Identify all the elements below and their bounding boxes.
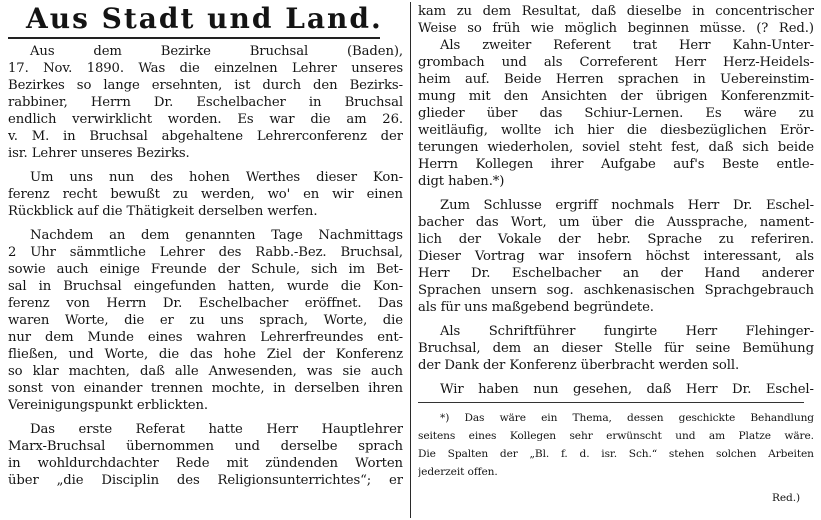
headline-rule (8, 37, 380, 39)
text-line: über „die Disciplin des Religionsunterrichtes“; er (8, 473, 403, 488)
text-line: 17. Nov. 1890. Was die einzelnen Lehrer unseres (8, 61, 403, 76)
text-line: bacher das Wort, um über die Aussprache, nament- (418, 215, 814, 230)
text-line: Aus dem Bezirke Bruchsal (Baden), (30, 44, 403, 59)
footnote-signature-text: Red.) (771, 492, 800, 504)
paragraph-gap (8, 414, 403, 421)
text-line: sowie auch einige Freunde der Schule, sich im Bet- (8, 262, 403, 277)
text-line: Bezirkes so lange ersehnten, ist durch den Bezirks- (8, 78, 403, 93)
footnote-signature (418, 489, 814, 507)
text-line: Marx-Bruchsal übernommen und derselbe sprach (8, 439, 403, 454)
right-column (418, 0, 814, 507)
footnote-text (418, 409, 814, 481)
text-line: waren Worte, die er zu uns sprach, Worte, die (8, 313, 403, 328)
text-line: als für uns maßgebend begründete. (418, 300, 654, 315)
text-line: Herr Dr. Eschelbacher an der Hand anderer (418, 266, 814, 281)
paragraph-gap (8, 162, 403, 169)
text-line: Das erste Referat hatte Herr Hauptlehrer (30, 422, 403, 437)
text-line: mung mit den Ansichten der übrigen Konferenzmit- (418, 89, 814, 104)
paragraph-gap (418, 316, 814, 323)
left-column-text (8, 43, 403, 489)
text-line: v. M. in Bruchsal abgehaltene Lehrerconferenz der (8, 129, 403, 144)
paragraph-gap (418, 374, 814, 381)
text-line: Als Schriftführer fungirte Herr Flehinger- (440, 324, 814, 339)
section-headline: Aus Stadt und Land. (26, 2, 383, 35)
text-line: Weise so früh wie möglich beginnen müsse. (? Red.) (418, 21, 814, 36)
text-line: glieder über das Schiur-Lernen. Es wäre zu (418, 106, 814, 121)
text-line: Nachdem an dem genannten Tage Nachmittags (30, 228, 403, 243)
text-line: seitens eines Kollegen sehr erwünscht und am Platze wäre. (418, 430, 814, 442)
right-column-text (418, 3, 814, 398)
text-line: lich der Vokale der hebr. Sprache zu referiren. (418, 232, 814, 247)
text-line: so klar machten, daß alle Anwesenden, was sie auch (8, 364, 403, 379)
text-line: Vereinigungspunkt erblickten. (8, 398, 208, 413)
text-line: *) Das wäre ein Thema, dessen geschickte Behandlung (440, 412, 814, 424)
text-line: Herrn Kollegen ihrer Aufgabe auf's Beste entle- (418, 157, 814, 172)
text-line: endlich verwirklicht worden. Es war die am 26. (8, 112, 403, 127)
text-line: in wohldurchdachter Rede mit zündenden Worten (8, 456, 403, 471)
text-line: ferenz von Herrn Dr. Eschelbacher eröffnet. Das (8, 296, 403, 311)
paragraph-gap (418, 190, 814, 197)
text-line: grombach und als Correferent Herr Herz-Heidels- (418, 55, 814, 70)
text-line: rabbiner, Herrn Dr. Eschelbacher in Bruchsal (8, 95, 403, 110)
text-line: Sprachen unsern sog. aschkenasischen Sprachgebrauch (418, 283, 814, 298)
text-line: isr. Lehrer unseres Bezirks. (8, 146, 190, 161)
column-divider (410, 2, 411, 518)
text-line: sal in Bruchsal eingefunden hatten, wurde die Kon- (8, 279, 403, 294)
text-line: Die Spalten der „Bl. f. d. isr. Sch.“ stehen solchen Arbeiten (418, 448, 814, 460)
text-line: jederzeit offen. (418, 466, 498, 478)
text-line: Als zweiter Referent trat Herr Kahn-Unter- (440, 38, 814, 53)
text-line: digt haben.*) (418, 174, 505, 189)
text-line: der Dank der Konferenz überbracht werden soll. (418, 358, 740, 373)
text-line: Zum Schlusse ergriff nochmals Herr Dr. Eschel- (440, 198, 814, 213)
text-line: Wir haben nun gesehen, daß Herr Dr. Eschel- (440, 382, 814, 397)
text-line: sonst von einander trennen mochte, in derselben ihren (8, 381, 403, 396)
text-line: weitläufig, wollte ich hier die diesbezüglichen Erör- (418, 123, 814, 138)
text-line: ferenz recht bewußt zu werden, wo' en wir einen (8, 187, 403, 202)
text-line: fließen, und Worte, die das hohe Ziel der Konferenz (8, 347, 403, 362)
text-line: kam zu dem Resultat, daß dieselbe in concentrischer (418, 4, 814, 19)
text-line: terungen wiederholen, soviel steht fest, daß sich beide (418, 140, 814, 155)
footnote (418, 409, 814, 507)
text-line: nur dem Munde eines wahren Lehrerfreundes ent- (8, 330, 403, 345)
text-line: Dieser Vortrag war insofern höchst interessant, als (418, 249, 814, 264)
footnote-rule (418, 402, 804, 403)
text-line: Rückblick auf die Thätigkeit derselben werfen. (8, 204, 318, 219)
paragraph-gap (8, 220, 403, 227)
text-line: 2 Uhr sämmtliche Lehrer des Rabb.-Bez. Bruchsal, (8, 245, 403, 260)
text-line: Bruchsal, dem an dieser Stelle für seine Bemühung (418, 341, 814, 356)
text-line: Um uns nun des hohen Werthes dieser Kon- (30, 170, 403, 185)
left-column (8, 0, 403, 489)
text-line: heim auf. Beide Herren sprachen in Uebereinstim- (418, 72, 814, 87)
